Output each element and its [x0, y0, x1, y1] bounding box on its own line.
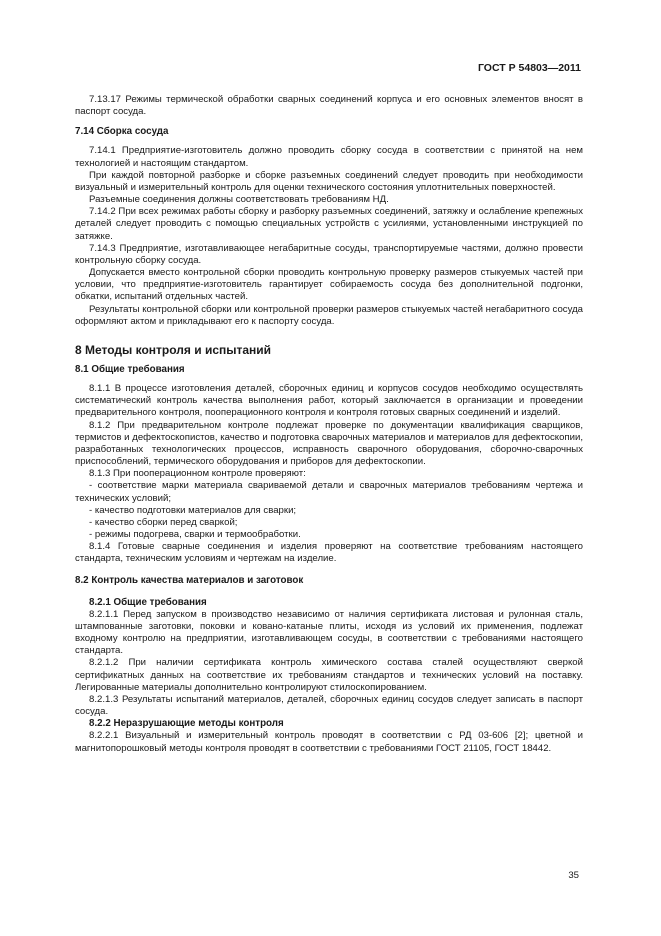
list-item: - качество подготовки материалов для сварки; — [89, 504, 297, 516]
paragraph-8-2-1-2: 8.2.1.2 При наличии сертификата контроль химического состава сталей осуществляют сверкой сертификатных данных на соответствие их требованиям стандартов и технических условий на поставку. Легированные материалы дополнительно контролируют стилоскопированием. — [75, 657, 583, 693]
paragraph-disassembly: При каждой повторной разборке и сборке разъемных соединений следует проводить при необходимости визуальный и измерительный контроль для оценки технического состояния уплотнительных поверхностей. — [75, 169, 583, 193]
paragraph-assembly-results: Результаты контрольной сборки или контрольной проверки размеров стыкуемых частей негабаритного сосуда оформляют актом и прикладывают его к паспорту сосуда. — [75, 303, 584, 327]
paragraph-control-check: Допускается вместо контрольной сборки проводить контрольную проверку размеров стыкуемых частей при условии, что предприятие-изготовитель гарантирует собираемость сосуда без дополнительной подгонки, обкатки, испытаний отдельных частей. — [75, 267, 583, 303]
paragraph-8-2-1-3: 8.2.1.3 Результаты испытаний материалов, деталей, сборочных единиц сосудов следует записать в паспорт сосуда. — [75, 693, 583, 718]
paragraph-8-1-4: 8.1.4 Готовые сварные соединения и изделия проверяют на соответствие требованиям настоящего стандарта, техническим условиям и чертежам на изделие. — [75, 541, 583, 565]
paragraph-joints-nd: Разъемные соединения должны соответствовать требованиям НД. — [89, 194, 389, 206]
heading-section-8: 8 Методы контроля и испытаний — [75, 342, 272, 357]
paragraph-8-2-1-1: 8.2.1.1 Перед запуском в производство независимо от наличия сертификата листовая и рулонная сталь, штампованные заготовки, поковки и ковано-катаные плиты, исходя из условий их применения, подлежат входному контролю на предприятии, изготавливающем сосуды, в соответствии с требованиями настоящего стандарта. — [75, 608, 583, 657]
paragraph-7-14-2: 7.14.2 При всех режимах работы сборку и разборку разъемных соединений, затяжку и ослабление крепежных деталей следует проводить с помощью специальных устройств с усилиями, установленными инструкцией по затяжке. — [75, 206, 583, 242]
heading-8-2-2: 8.2.2 Неразрушающие методы контроля — [89, 718, 284, 730]
document-header: ГОСТ Р 54803—2011 — [477, 62, 581, 74]
page-number: 35 — [568, 870, 579, 881]
paragraph-7-13-17: 7.13.17 Режимы термической обработки сварных соединений корпуса и его основных элементов вносят в паспорт сосуда. — [75, 94, 583, 118]
list-item: - режимы подогрева, сварки и термообработки. — [89, 529, 301, 540]
list-item: - качество сборки перед сваркой; — [89, 516, 238, 528]
paragraph-7-14-3: 7.14.3 Предприятие, изготавливающее негабаритные сосуды, транспортируемые частями, должно провести контрольную сборку сосуда. — [75, 242, 583, 266]
heading-8-1: 8.1 Общие требования — [75, 363, 185, 375]
paragraph-7-14-1: 7.14.1 Предприятие-изготовитель должно проводить сборку сосуда в соответствии с принятой на нем технологией и настоящим стандартом. — [75, 145, 583, 169]
paragraph-8-2-2-1: 8.2.2.1 Визуальный и измерительный контроль проводят в соответствии с РД 03-606 [2]; цветной и магнитопорошковый методы контроля проводят в соответствии с требованиями ГОСТ 21105, ГОСТ 18442. — [75, 730, 583, 754]
heading-7-14: 7.14 Сборка сосуда — [75, 126, 169, 138]
paragraph-8-1-3: 8.1.3 При пооперационном контроле проверяют: — [89, 468, 306, 480]
heading-8-2: 8.2 Контроль качества материалов и заготовок — [75, 575, 304, 587]
heading-8-2-1: 8.2.1 Общие требования — [89, 596, 207, 608]
paragraph-8-1-2: 8.1.2 При предварительном контроле подлежат проверке по документации квалификация сварщиков, термистов и дефектоскопистов, качество и подготовка сварочных материалов и материалов для дефектоскопии, разработанных технологических процессов, исправность сварочного оборудования, сборочно-сварочных приспособлений, термического оборудования и приборов для дефектоскопии. — [75, 419, 583, 468]
list-item: - соответствие марки материала свариваемой детали и сварочных материалов требованиям чертежа и технических условий; — [75, 480, 583, 504]
paragraph-8-1-1: 8.1.1 В процессе изготовления деталей, сборочных единиц и корпусов сосудов необходимо осуществлять систематический контроль качества выполнения работ, который заключается в организации и проведении предварительного контроля, пооперационного контроля и контроля готовых сварных соединений и изделий. — [75, 383, 583, 419]
document-body — [75, 94, 583, 755]
